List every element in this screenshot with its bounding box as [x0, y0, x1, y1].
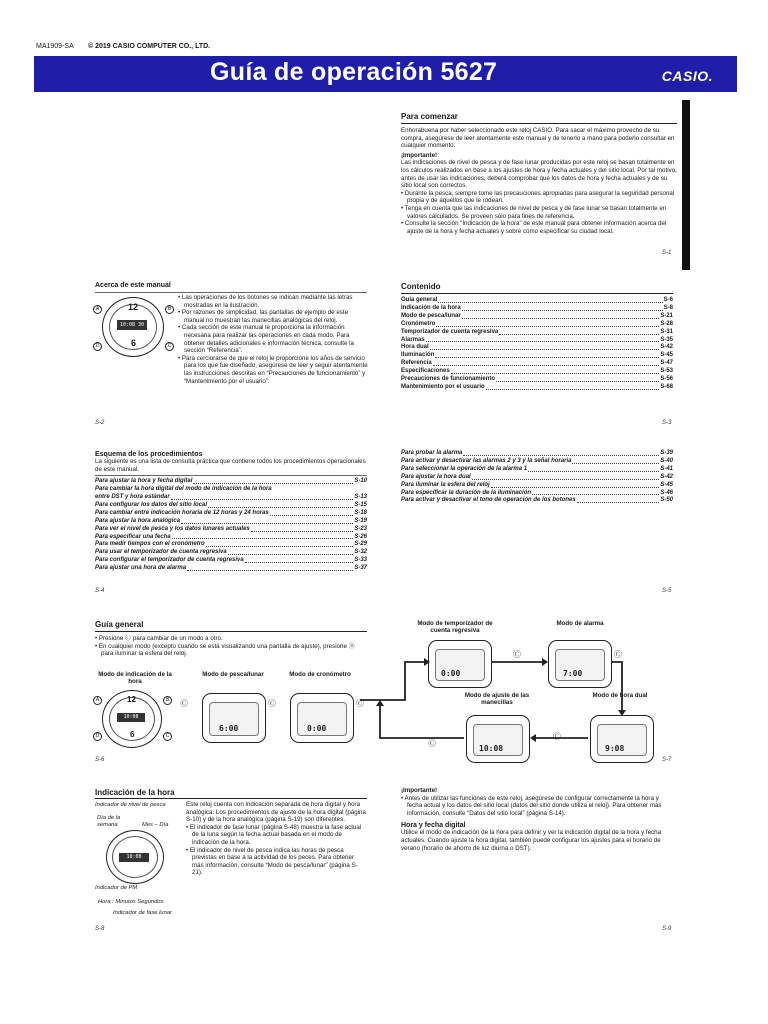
toc-leader: [228, 549, 354, 555]
mode-label-countdown: Modo de temporizador de cuenta regresiva: [417, 620, 493, 634]
page-number: S-6: [95, 757, 105, 763]
annotation-fishing-level: Indicador de nivel de pesca: [95, 802, 166, 808]
toc-label: Para iluminar la esfera del reloj: [401, 481, 490, 488]
screen-value: 7:00: [563, 669, 583, 678]
divider: [401, 293, 673, 294]
toc-page: S-31: [660, 328, 673, 335]
toc-label: Especificaciones: [401, 368, 450, 375]
toc-leader: [472, 474, 660, 480]
watch-illustration: [93, 297, 175, 357]
toc-label: Para probar la alarma: [401, 450, 463, 456]
toc-leader: [499, 329, 659, 335]
toc-leader: [463, 450, 659, 456]
toc-label: entre DST y hora estándar: [95, 494, 170, 500]
toc-page: S-32: [354, 549, 367, 556]
toc-leader: [438, 297, 662, 303]
section-title: Esquema de los procedimientos: [95, 451, 203, 458]
bullet-text: Antes de utilizar las funciones de este reloj, asegúrese de configurar correctamente la hora y fecha actual y los datos del sitio local (datos del sitio donde utiliza el reloj). Para obtener más información, consulte “Datos del sitio local” (página S-14).: [404, 794, 662, 817]
bullet-item: • Por razones de simplicidad, las pantallas de ejemplo de este manual no muestran las manecillas analógicas del reloj.: [178, 309, 349, 324]
toc-row: [401, 297, 673, 305]
intro-text: Enhorabuena por haber seleccionado este reloj CASIO. Para sacar el máximo provecho de su compra, asegúrese de leer atentamente este manual y de tenerlo a mano para poderlo consultar en cualquier momento.: [401, 127, 675, 150]
toc-leader: [206, 541, 354, 547]
toc-label: Para configurar los datos del sitio local: [95, 501, 208, 508]
page-number: S-2: [95, 420, 105, 426]
toc-label: Para especificar una fecha: [95, 533, 171, 540]
important-title: ¡Importante!: [401, 151, 438, 159]
toc-leader: [251, 526, 354, 532]
toc-row: [401, 337, 673, 345]
bullet-text: Durante la pesca, siempre tome las precauciones apropiadas para asegurar la seguridad personal propia y de aquellos que le rodean.: [404, 189, 675, 205]
toc-leader: [187, 565, 353, 571]
screen-value: 6:00: [219, 724, 239, 733]
toc-label: Referencia: [401, 360, 432, 367]
c-button-icon: Ⓒ: [428, 739, 436, 748]
toc-label: Para cambiar la hora digital del modo de indicación de la hora: [95, 486, 272, 493]
toc-leader: [451, 368, 660, 374]
toc-label: Para activar y desactivar el tono de operación de los botones: [401, 497, 576, 504]
toc-label: Temporizador de cuenta regresiva: [401, 328, 499, 335]
watch-lcd: 10:08: [117, 713, 145, 722]
toc-label: Para ajustar la hora dual: [401, 473, 471, 480]
mode-label-alarm: Modo de alarma: [556, 620, 604, 627]
page-s9: [401, 787, 673, 852]
divider: [95, 798, 367, 799]
toc-page: S-6: [663, 297, 673, 303]
toc-page: S-15: [354, 501, 367, 508]
contents-list: [401, 297, 673, 392]
bullet-text: En cualquier modo (excepto cuando se está visualizando una pantalla de ajuste), presione Ⓑ para iluminar la esfera del reloj.: [98, 642, 355, 658]
toc-page: S-19: [354, 517, 367, 524]
watch-illustration: [93, 690, 175, 748]
copyright: © 2019 CASIO COMPUTER CO., LTD.: [88, 43, 211, 50]
bullet-item: • Consulte la sección “Indicación de la hora” de este manual para obtener información acerca del ajuste de la hora y fecha actuales y sobre cómo especificar su ciudad local.: [401, 220, 667, 235]
divider: [95, 475, 367, 476]
annotation-pm: Indicador de PM: [95, 885, 138, 891]
section-title: Indicación de la hora: [95, 788, 175, 797]
toc-leader: [435, 352, 659, 358]
toc-page: S-21: [660, 312, 673, 319]
annotation-moon: Indicador de fase lunar: [113, 910, 172, 916]
bullet-text: El indicador de fase lunar (página S-48) muestra la fase actual de la luna según la fecha actual basada en el modo de indicación de la hora.: [189, 823, 362, 846]
button-d-label: D: [93, 342, 102, 351]
toc-row: [95, 510, 367, 518]
toc-row: [401, 376, 673, 384]
divider: [95, 631, 367, 632]
toc-leader: [171, 494, 354, 500]
toc-row: [95, 565, 367, 573]
toc-label: Para seleccionar la operación de la alarma 1: [401, 465, 528, 472]
toc-page: S-50: [660, 497, 673, 504]
toc-page: S-42: [660, 473, 673, 480]
bullet-text: Tenga en cuenta que las indicaciones de nivel de pesca y de fase lunar se basan totalmente en valores calculados. Se proveen sólo para fines de referencia.: [404, 204, 667, 220]
page-number: S-9: [662, 926, 672, 932]
toc-leader: [433, 360, 660, 366]
bullet-item: • Para cerciorarse de que el reloj le proporcione los años de servicio para los que fue diseñado, asegúrese de leer y seguir atentamente las instrucciones descritas en “Precauciones de funcionamiento” y “Mantenimiento por el usuario”.: [178, 354, 368, 385]
intro-text: La siguiente es una lista de consulta práctica que contiene todos los procedimientos operacionales de este manual.: [95, 458, 366, 473]
toc-label: Para ver el nivel de pesca y los datos lunares actuales: [95, 525, 250, 532]
button-d-label: D: [93, 732, 102, 741]
toc-label: Para configurar el temporizador de cuenta regresiva: [95, 557, 244, 564]
c-button-icon: Ⓒ: [180, 699, 188, 708]
watch-case: [106, 830, 164, 884]
toc-page: S-68: [660, 383, 673, 390]
toc-row: [401, 305, 673, 313]
toc-leader: [436, 321, 659, 327]
toc-label: Para activar y desactivar las alarmas 2 y 3 y la señal horaria: [401, 457, 572, 464]
casio-logo: CASIO.: [661, 68, 713, 84]
section-title: Para comenzar: [401, 112, 458, 121]
screen-value: 10:08: [479, 744, 504, 753]
page-s1: [401, 112, 677, 235]
toc-row: [401, 344, 673, 352]
bullet-text: El indicador de nivel de pesca indica las horas de pesca previstas en base a la actividad de los peces. Para obtener más información, consulte “Modo de pesca/lunar” (página S-21).: [189, 846, 358, 877]
toc-page: S-45: [660, 481, 673, 488]
toc-label: Guía general: [401, 297, 438, 303]
bullet-item: • El indicador de nivel de pesca indica las horas de pesca previstas en base a la actividad de los peces. Para obtener más información, consulte “Modo de pesca/lunar” (página S-21).: [186, 846, 358, 877]
procedure-list: [401, 450, 673, 505]
toc-leader: [181, 518, 353, 524]
bullet-text: Las operaciones de los botones se indican mediante las letras mostradas en la ilustración.: [181, 294, 353, 309]
toc-page: S-29: [354, 541, 367, 548]
dial-12: 12: [128, 302, 139, 312]
manual-notes: [178, 294, 368, 385]
toc-leader: [172, 534, 354, 540]
c-button-icon: Ⓒ: [356, 699, 364, 708]
toc-leader: [245, 557, 354, 563]
toc-leader: [270, 510, 354, 516]
toc-leader: [462, 313, 660, 319]
toc-leader: [572, 458, 659, 464]
toc-leader: [430, 344, 660, 350]
toc-page: S-41: [660, 465, 673, 472]
toc-row: [401, 458, 673, 466]
toc-row: [401, 482, 673, 490]
page-s5: [401, 450, 673, 505]
section-title: Acerca de este manual: [95, 282, 171, 289]
toc-page: S-45: [660, 352, 673, 359]
page-number: S-5: [662, 588, 672, 594]
toc-row: [401, 368, 673, 376]
page-title: Guía de operación 5627: [210, 58, 498, 86]
toc-page: S-40: [660, 457, 673, 464]
subsection-title: Hora y fecha digital: [401, 822, 466, 830]
section-title: Guía general: [95, 620, 144, 629]
toc-row: [401, 474, 673, 482]
bullet-item: • Antes de utilizar las funciones de este reloj, asegúrese de configurar correctamente la hora y fecha actual y los datos del sitio local (datos del sitio donde utiliza el reloj). Para obtener más información, consulte “Datos del sitio local” (página S-14).: [401, 794, 662, 817]
dial-6: 6: [130, 730, 135, 739]
toc-label: Cronómetro: [401, 320, 436, 327]
timekeeping-text: [186, 801, 366, 877]
screen-value: 0:00: [307, 724, 327, 733]
divider: [95, 292, 367, 293]
important-text: Las indicaciones de nivel de pesca y de fase lunar producidas por este reloj se basan totalmente en los cálculos realizados en base a los ajustes de hora y fecha actuales y del sitio local. Por tal motivo, antes de usar las indicaciones, deberá comprobar que los datos de hora y fecha actuales y de su sitio local son correctos.: [401, 159, 677, 190]
button-a-label: A: [93, 305, 102, 314]
toc-row: [95, 494, 367, 502]
toc-row: [95, 534, 367, 542]
c-button-icon: Ⓒ: [268, 699, 276, 708]
procedure-list: [95, 478, 367, 573]
toc-page: S-33: [354, 557, 367, 564]
page-s6: [95, 620, 367, 658]
toc-page: S-13: [354, 494, 367, 500]
mode-label-fishing: Modo de pesca/lunar: [202, 671, 264, 678]
bullet-item: • En cualquier modo (excepto cuando se está visualizando una pantalla de ajuste), presione Ⓑ para iluminar la esfera del reloj.: [95, 642, 355, 658]
mode-label-hand-setting: Modo de ajuste de las manecillas: [464, 692, 530, 706]
bullet-item: • Cada sección de este manual le proporciona la información necesaria para realizar las operaciones en cada modo. Para obtener detalles adicionales e información técnica, consulte la sección “Referencia”.: [178, 324, 354, 355]
toc-page: S-10: [354, 478, 367, 485]
screen-value: 0:00: [441, 669, 461, 678]
page-number: S-3: [662, 420, 672, 426]
toc-label: Precauciones de funcionamiento: [401, 376, 496, 383]
toc-page: S-35: [660, 336, 673, 343]
toc-page: S-37: [354, 565, 367, 572]
doc-code: MA1909-SA: [36, 43, 74, 50]
watch-case: [102, 690, 162, 748]
toc-label: Para ajustar la hora analógica: [95, 517, 181, 524]
page-edge-bar: [682, 100, 690, 270]
toc-page: S-42: [660, 344, 673, 351]
screen-fishing: [202, 693, 266, 743]
bullet-item: • El indicador de fase lunar (página S-48) muestra la fase actual de la luna según la fecha actual basada en el modo de indicación de la hora.: [186, 823, 362, 846]
toc-page: S-18: [354, 509, 367, 516]
watch-illustration: [102, 830, 172, 884]
toc-row: [401, 497, 673, 505]
important-title: ¡Importante!: [401, 787, 438, 794]
toc-row: [95, 526, 367, 534]
toc-leader: [426, 337, 660, 343]
screen-value: 9:08: [605, 744, 625, 753]
bullet-text: Cada sección de este manual le proporciona la información necesaria para realizar las operaciones en cada modo. Para obtener detalles adicionales e información técnica, consulte la sección “Referencia”.: [181, 324, 354, 355]
screen-stopwatch: [290, 693, 354, 743]
toc-leader: [491, 482, 660, 488]
toc-label: Para cambiar entre indicación horaria de 12 horas y 24 horas: [95, 509, 269, 516]
toc-label: Para ajustar una hora de alarma: [95, 565, 187, 572]
toc-label: Para ajustar la hora y fecha digital: [95, 478, 193, 485]
watch-lcd: 10:08 30: [117, 320, 147, 330]
annotation-month-day: Mes – Día: [142, 822, 169, 828]
toc-leader: [532, 490, 659, 496]
toc-page: S-53: [660, 368, 673, 375]
button-c-label: C: [163, 732, 172, 741]
button-c-label: C: [165, 342, 174, 351]
toc-leader: [486, 384, 660, 390]
mode-label-timekeeping: Modo de indicación de la hora: [98, 671, 172, 685]
toc-label: Para medir tiempos con el cronómetro: [95, 541, 205, 548]
toc-label: Modo de pesca/lunar: [401, 312, 461, 319]
toc-row: [401, 450, 673, 458]
dial-6: 6: [131, 338, 137, 348]
toc-row: [401, 360, 673, 368]
bullet-item: • Las operaciones de los botones se indican mediante las letras mostradas en la ilustración.: [178, 294, 353, 309]
toc-row: [401, 490, 673, 498]
body-text: Este reloj cuenta con indicación separada de hora digital y hora analógica. Los procedimientos de ajuste de la hora digital (página S-10) y de la hora analógica (página S-19) son diferentes.: [186, 801, 366, 824]
mode-label-stopwatch: Modo de cronómetro: [289, 671, 351, 678]
c-button-icon: Ⓒ: [614, 650, 622, 659]
title-banner: [34, 56, 737, 92]
toc-page: S-47: [660, 360, 673, 367]
page-number: S-1: [662, 250, 672, 256]
bullet-item: • Durante la pesca, siempre tome las precauciones apropiadas para asegurar la seguridad personal propia y de aquellos que le rodean.: [401, 189, 675, 205]
toc-row: [401, 313, 673, 321]
toc-row: [95, 557, 367, 565]
toc-page: S-39: [660, 450, 673, 456]
toc-label: Hora dual: [401, 344, 429, 351]
watch-case: [102, 297, 164, 357]
c-button-icon: Ⓒ: [553, 732, 561, 741]
toc-leader: [496, 376, 659, 382]
bullet-item: • Presione Ⓒ para cambiar de un modo a otro.: [95, 635, 223, 642]
toc-row: [401, 321, 673, 329]
toc-leader: [528, 466, 659, 472]
button-a-label: A: [93, 696, 102, 705]
toc-row: [95, 478, 367, 486]
mode-label-dual-time: Modo de hora dual: [592, 692, 648, 699]
c-button-icon: Ⓒ: [513, 650, 521, 659]
toc-row: [95, 518, 367, 526]
toc-row: [95, 541, 367, 549]
toc-row: [95, 486, 367, 494]
watch-lcd: 10:08: [119, 853, 149, 862]
body-text: Utilice el modo de indicación de la hora para definir y ver la indicación digital de la hora y fecha actuales. Cuando ajuste la hora digital, también puede configurar los ajustes para el horario de verano (horario de ahorro de luz diurna o DST).: [401, 829, 662, 852]
toc-row: [95, 549, 367, 557]
bullet-item: • Tenga en cuenta que las indicaciones de nivel de pesca y de fase lunar se basan totalmente en valores calculados. Se proveen sólo para fines de referencia.: [401, 204, 667, 220]
toc-row: [401, 329, 673, 337]
toc-label: Iluminación: [401, 352, 435, 359]
toc-row: [401, 466, 673, 474]
section-title: Contenido: [401, 282, 441, 291]
toc-page: S-56: [660, 376, 673, 383]
toc-label: Para especificar la duración de la iluminación: [401, 489, 532, 496]
bullet-text: Por razones de simplicidad, las pantallas de ejemplo de este manual no muestran las manecillas analógicas del reloj.: [181, 309, 349, 324]
toc-label: Alarmas: [401, 336, 425, 343]
toc-page: S-26: [354, 533, 367, 540]
toc-leader: [577, 497, 660, 503]
button-b-label: B: [163, 696, 172, 705]
annotation-time: Hora : Minutos Segundos: [98, 899, 164, 905]
toc-page: S-8: [663, 304, 673, 311]
toc-page: S-28: [660, 320, 673, 327]
page-s3: [401, 282, 673, 392]
toc-leader: [462, 305, 663, 311]
toc-page: S-23: [354, 525, 367, 532]
page-number: S-7: [662, 757, 672, 763]
toc-label: Indicación de la hora: [401, 304, 461, 311]
annotation-weekday: Día de la semana: [97, 815, 121, 828]
page-number: S-8: [95, 926, 105, 932]
bullet-text: Presione Ⓒ para cambiar de un modo a otro.: [98, 635, 223, 642]
toc-page: S-46: [660, 489, 673, 496]
page-s4: [95, 451, 367, 573]
divider: [401, 123, 677, 124]
bullet-text: Consulte la sección “Indicación de la hora” de este manual para obtener información acerca del ajuste de la hora y fecha actuales y sobre cómo especificar su ciudad local.: [404, 220, 667, 235]
dial-12: 12: [127, 695, 136, 704]
toc-label: Para usar el temporizador de cuenta regresiva: [95, 549, 227, 556]
toc-leader: [193, 478, 353, 484]
page-number: S-4: [95, 588, 105, 594]
bullet-text: Para cerciorarse de que el reloj le proporcione los años de servicio para los que fue diseñado, asegúrese de leer y seguir atentamente las instrucciones descritas en “Precauciones de funcionamiento” y “Mantenimiento por el usuario”.: [181, 354, 368, 385]
button-b-label: B: [165, 305, 174, 314]
toc-leader: [208, 502, 353, 508]
toc-row: [95, 502, 367, 510]
toc-row: [401, 352, 673, 360]
toc-label: Mantenimiento por el usuario: [401, 383, 485, 390]
toc-row: [401, 384, 673, 392]
